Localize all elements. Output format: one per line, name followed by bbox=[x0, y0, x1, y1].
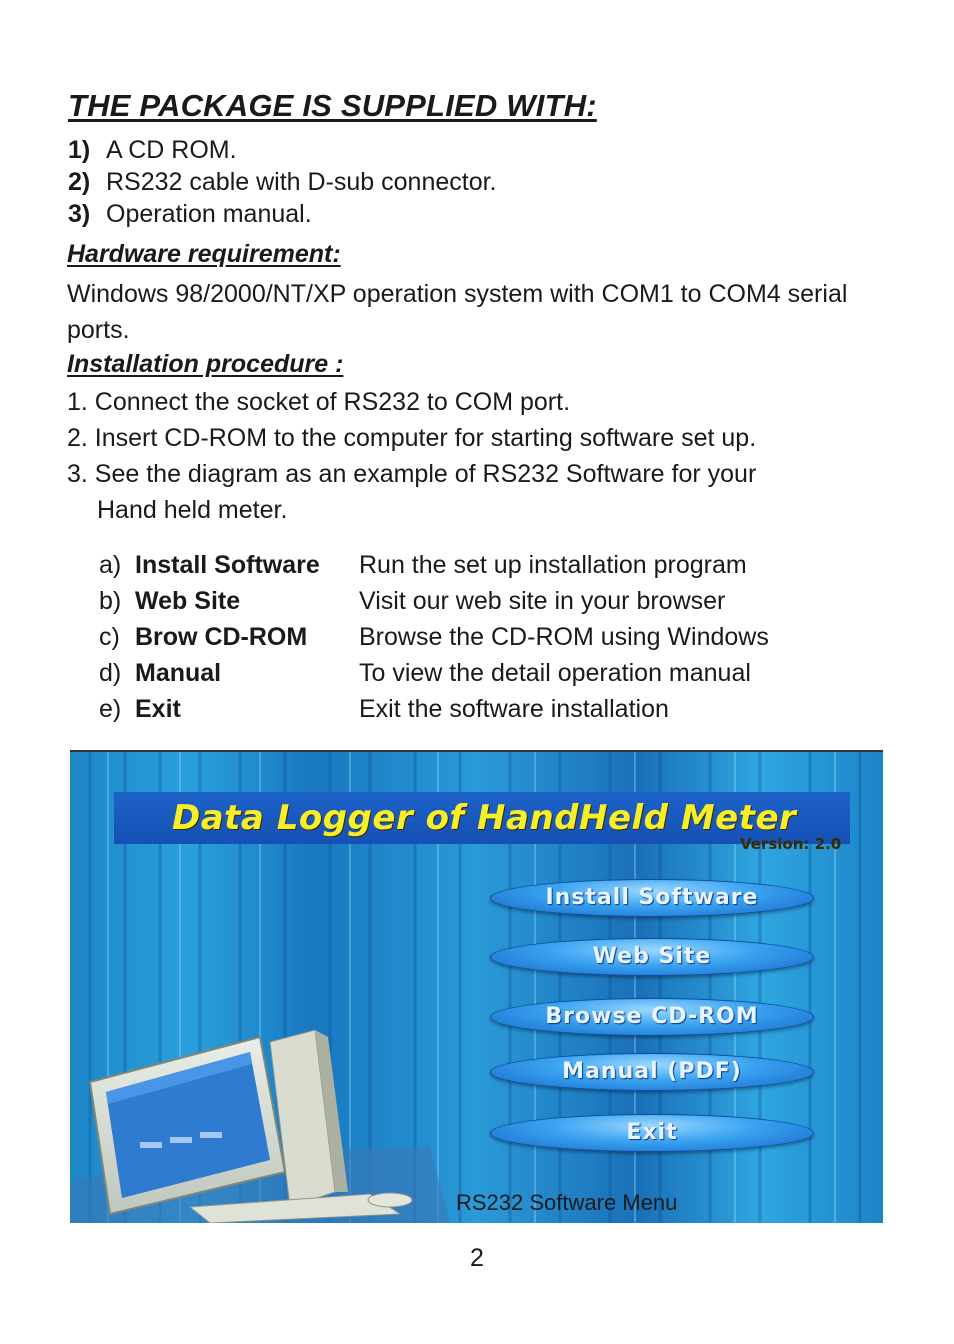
menu-letter: c) bbox=[99, 623, 120, 651]
item-text: RS232 cable with D-sub connector. bbox=[106, 168, 497, 196]
software-menu-caption: RS232 Software Menu bbox=[456, 1190, 678, 1215]
menu-row bbox=[99, 583, 859, 619]
step-2: 2. Insert CD-ROM to the computer for starting software set up. bbox=[67, 424, 757, 452]
item-text: Operation manual. bbox=[106, 200, 312, 228]
step-1: 1. Connect the socket of RS232 to COM port. bbox=[67, 388, 571, 416]
web-site-button[interactable]: Web Site bbox=[490, 938, 814, 976]
menu-item-desc: Run the set up installation program bbox=[359, 551, 747, 579]
menu-item-name: Manual bbox=[135, 659, 222, 687]
installation-heading: Installation procedure : bbox=[67, 350, 344, 378]
menu-letter: b) bbox=[99, 587, 122, 615]
menu-row bbox=[99, 547, 859, 583]
hardware-heading: Hardware requirement: bbox=[67, 240, 341, 268]
menu-item-name: Install Software bbox=[135, 551, 320, 579]
package-item bbox=[68, 166, 497, 198]
menu-row bbox=[99, 655, 859, 691]
page-title: THE PACKAGE IS SUPPLIED WITH: bbox=[68, 88, 597, 123]
menu-item-name: Web Site bbox=[135, 587, 241, 615]
install-software-button[interactable]: Install Software bbox=[490, 879, 814, 917]
package-list bbox=[68, 134, 497, 230]
item-number: 3) bbox=[68, 200, 91, 228]
package-item bbox=[68, 198, 497, 230]
page-number: 2 bbox=[470, 1244, 484, 1272]
menu-row bbox=[99, 619, 859, 655]
menu-letter: a) bbox=[99, 551, 122, 579]
menu-item-desc: Exit the software installation bbox=[359, 695, 669, 723]
step-3: 3. See the diagram as an example of RS232 Software for your bbox=[67, 460, 757, 488]
installation-steps bbox=[67, 384, 756, 529]
menu-item-desc: Visit our web site in your browser bbox=[359, 587, 726, 615]
menu-item-name: Brow CD-ROM bbox=[135, 623, 308, 651]
software-title-banner: Data Logger of HandHeld Meter bbox=[114, 792, 850, 844]
item-number: 2) bbox=[68, 168, 91, 196]
item-text: A CD ROM. bbox=[106, 136, 237, 164]
software-version: Version: 2.0 bbox=[740, 835, 842, 853]
menu-row bbox=[99, 691, 859, 727]
menu-item-desc: To view the detail operation manual bbox=[359, 659, 751, 687]
menu-item-desc: Browse the CD-ROM using Windows bbox=[359, 623, 769, 651]
hardware-text: Windows 98/2000/NT/XP operation system with COM1 to COM4 serial ports. bbox=[67, 280, 848, 344]
exit-button[interactable]: Exit bbox=[490, 1114, 814, 1152]
manual-pdf-button[interactable]: Manual (PDF) bbox=[490, 1053, 814, 1091]
step-3-continued: Hand held meter. bbox=[97, 496, 288, 524]
menu-letter: e) bbox=[99, 695, 122, 723]
browse-cd-rom-button[interactable]: Browse CD-ROM bbox=[490, 998, 814, 1036]
package-item bbox=[68, 134, 497, 166]
menu-item-name: Exit bbox=[135, 695, 181, 723]
menu-letter: d) bbox=[99, 659, 122, 687]
item-number: 1) bbox=[68, 136, 91, 164]
menu-description-list bbox=[99, 547, 859, 727]
software-menu-screenshot bbox=[70, 750, 883, 1223]
